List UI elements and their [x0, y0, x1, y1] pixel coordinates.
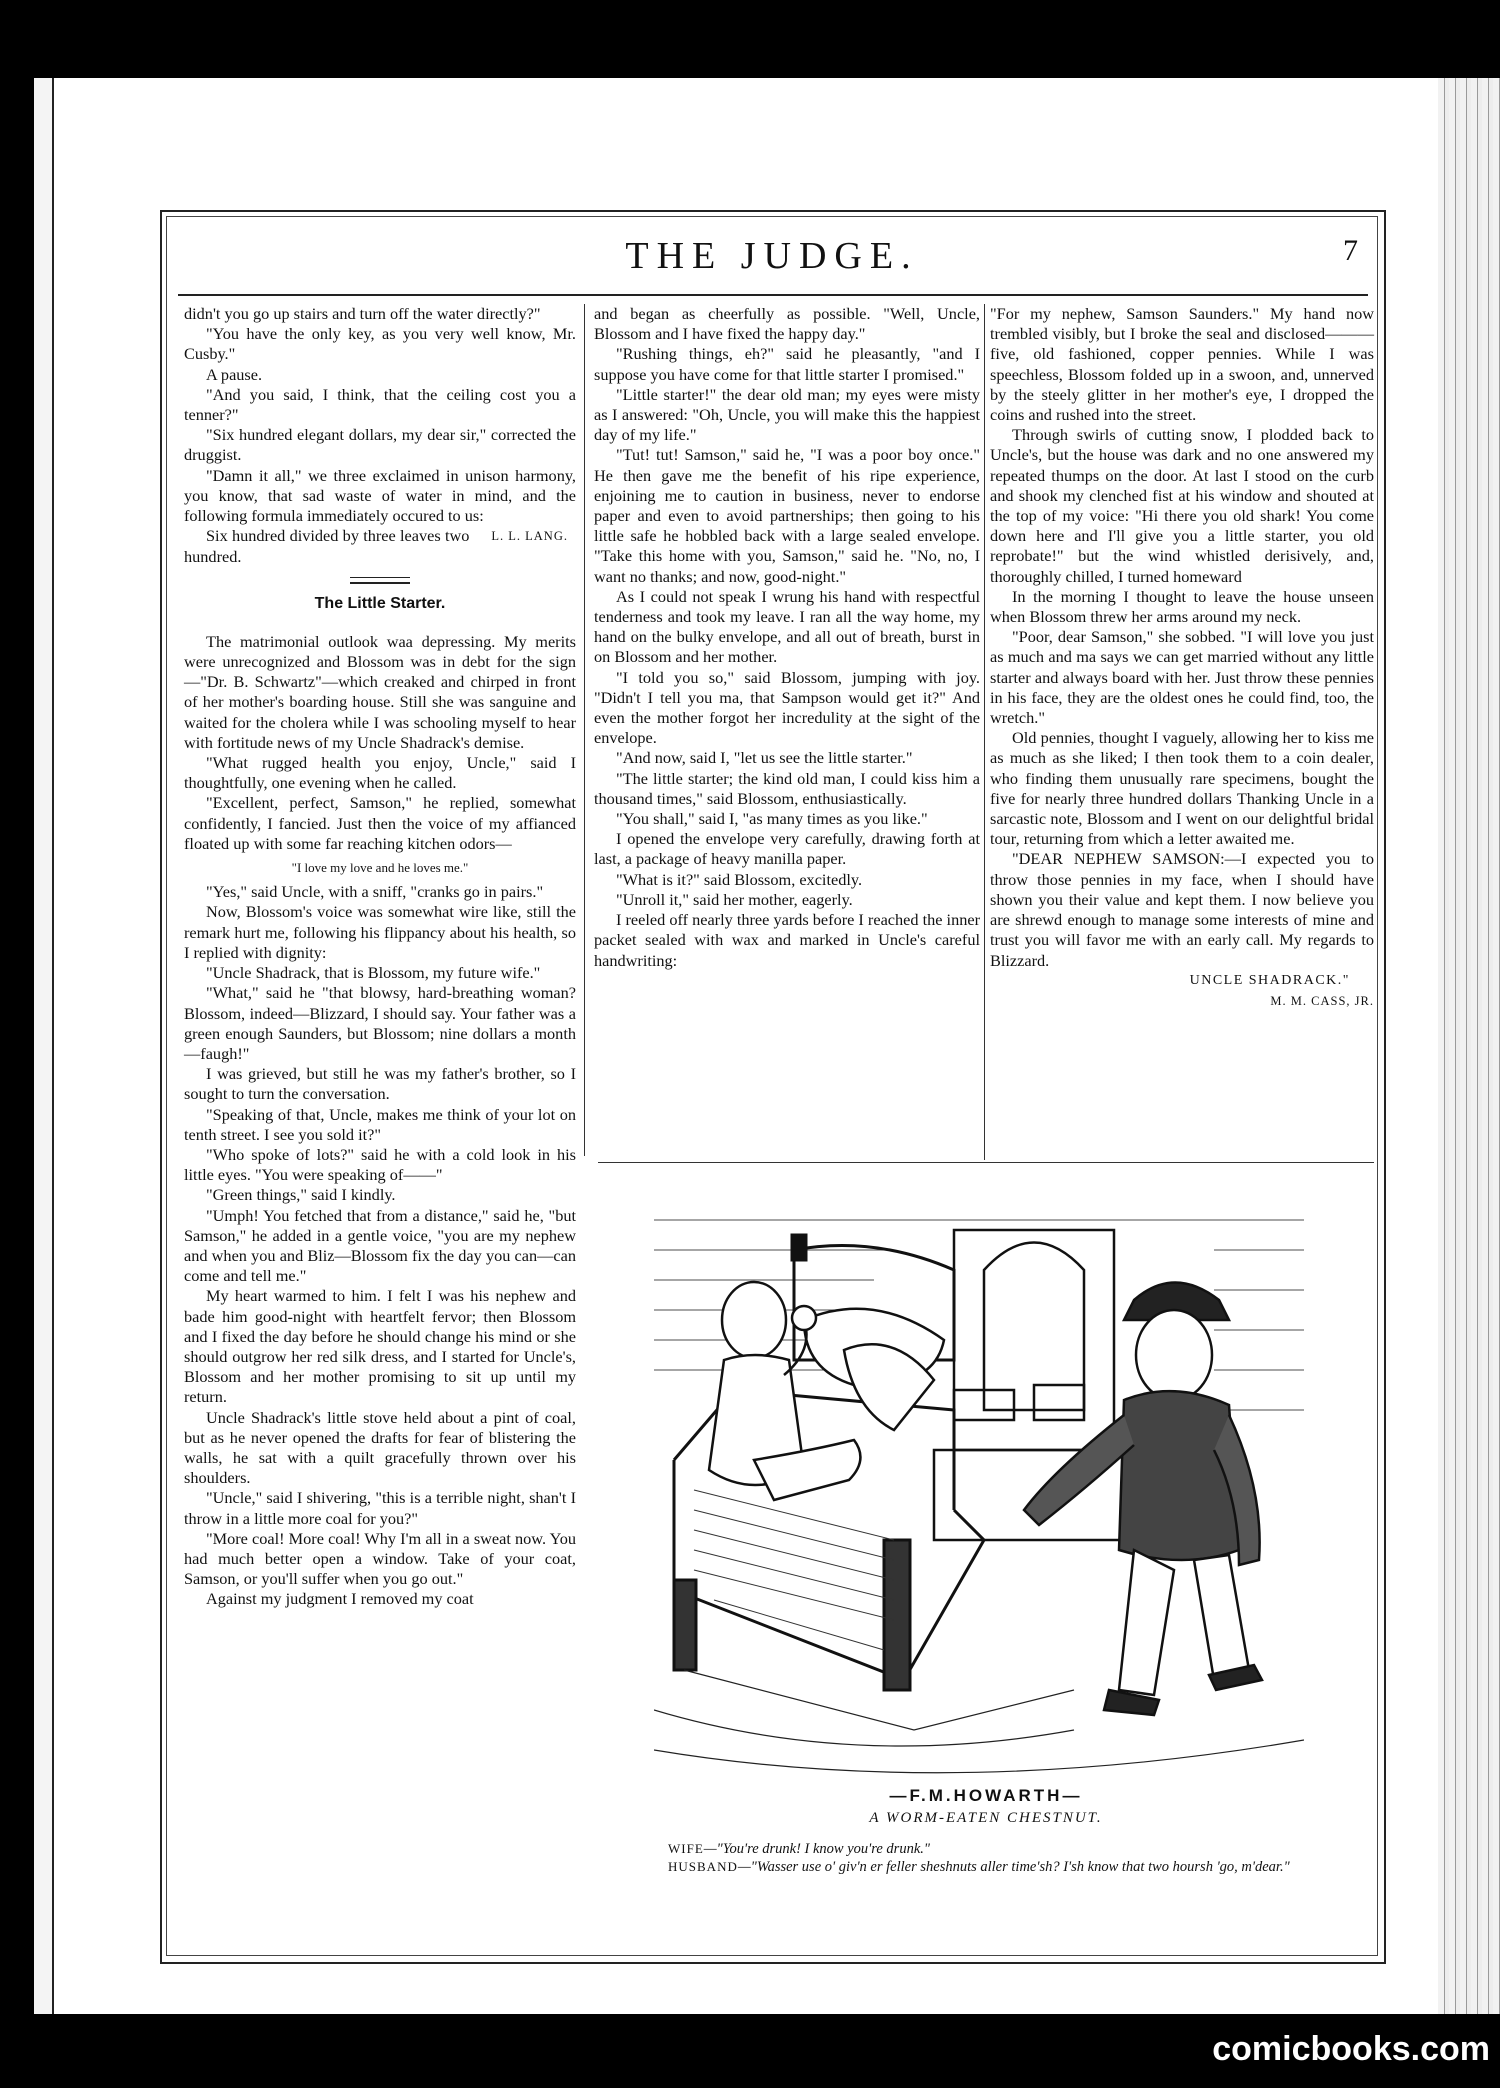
paragraph: Now, Blossom's voice was somewhat wire like, still the remark hurt me, following his flippancy about his health, so I replied with dignity: — [184, 902, 576, 962]
author-byline: M. M. CASS, JR. — [1270, 993, 1374, 1008]
author-byline: L. L. LANG. — [491, 529, 568, 544]
column-2 — [594, 304, 980, 971]
paragraph: "Uncle," said I shivering, "this is a terrible night, shan't I throw in a little more coal for you?" — [184, 1488, 576, 1528]
cartoon-caption: A WORM-EATEN CHESTNUT. — [869, 1810, 1103, 1826]
paragraph: As I could not speak I wrung his hand with respectful tenderness and took my leave. I ran all the way home, my hand on the bulky envelope, and all out of breath, burst in on Blossom and her mother. — [594, 586, 980, 667]
letter-signature: UNCLE SHADRACK." — [1189, 972, 1350, 988]
wife-label: WIFE — [668, 1841, 704, 1856]
masthead-title: THE JUDGE. — [625, 235, 919, 277]
cartoon-dialog — [668, 1840, 1308, 1876]
paragraph: "Poor, dear Samson," she sobbed. "I will love you just as much and ma says we can get married without any little starter and always board with her. Just throw these pennies in his face, they are the oldest ones he could find, too, the wretch." — [990, 627, 1374, 728]
column-3 — [990, 304, 1374, 1011]
paragraph: I opened the envelope very carefully, drawing forth at last, a package of heavy manilla paper. — [594, 829, 980, 869]
husband-text: —"Wasser use o' giv'n er feller sheshnuts aller time'sh? I'sh know that two hoursh 'go, m'dear." — [737, 1859, 1290, 1875]
column-divider-1 — [584, 304, 585, 1156]
paragraph: and began as cheerfully as possible. "Well, Uncle, Blossom and I have fixed the happy day." — [594, 304, 980, 344]
husband-label: HUSBAND — [668, 1859, 738, 1874]
paragraph: "You have the only key, as you very well know, Mr. Cusby." — [184, 324, 576, 364]
cartoon-illustration — [654, 1210, 1304, 1810]
poem-line: "I love my love and he loves me." — [291, 860, 469, 876]
paragraph: "DEAR NEPHEW SAMSON:—I expected you to throw those pennies in my face, when I should have shown you their value and kept them. I now believe you are shrewd enough to manage some interests of mine and trust you will favor me with an early call. My regards to Blizzard. — [990, 849, 1374, 970]
paragraph: "What rugged health you enjoy, Uncle," said I thoughtfully, one evening when he called. — [184, 753, 576, 793]
paragraph: Old pennies, thought I vaguely, allowing her to kiss me as much as she liked; I then took them to a coin dealer, who finding them unusually rare specimens, bought the five for nearly three hundred dollars Thanking Uncle in a sarcastic note, Blossom and I went on our delightful bridal tour, returning from which a letter awaited me. — [990, 728, 1374, 849]
paragraph: I was grieved, but still he was my father's brother, so I sought to turn the conversation. — [184, 1064, 576, 1104]
paragraph: "Damn it all," we three exclaimed in unison harmony, you know, that sad waste of water in mind, and the following formula immediately occured to us: — [184, 465, 576, 526]
cartoon-top-rule — [598, 1162, 1374, 1163]
section-separator — [350, 577, 410, 584]
paragraph: "I told you so," said Blossom, jumping with joy. "Didn't I tell you ma, that Sampson would get it?" And even the mother forgot her incredulity at the sight of the envelope. — [594, 667, 980, 748]
closing-text: Six hundred divided by three leaves two hundred. — [184, 526, 470, 567]
paragraph: "What," said he "that blowsy, hard-breathing woman? Blossom, indeed—Blizzard, I should say. Your father was a green enough Saunders, but Blossom; nine dollars a month—faugh!" — [184, 983, 576, 1063]
paragraph: The matrimonial outlook waa depressing. My merits were unrecognized and Blossom was in debt for the sign—"Dr. B. Schwartz"—which creaked and chirped in front of her mother's boarding house. Still she was sanguine and waited for the cholera while I was schooling myself to hear with fortitude news of my Uncle Shadrack's demise. — [184, 631, 576, 752]
paragraph: "Excellent, perfect, Samson," he replied, somewhat confidently, I fancied. Just then the voice of my affianced floated up with some far reaching kitchen odors— — [184, 793, 576, 853]
column-divider-2 — [984, 304, 985, 1160]
paragraph: "Unroll it," said her mother, eagerly. — [616, 889, 853, 909]
paragraph: Uncle Shadrack's little stove held about a pint of coal, but as he never opened the drafts for fear of blistering the walls, he sat with a quilt gracefully thrown over his shoulders. — [184, 1407, 576, 1488]
wife-text: —"You're drunk! I know you're drunk." — [703, 1841, 930, 1857]
page-number: 7 — [1343, 234, 1358, 267]
paragraph: "Green things," said I kindly. — [206, 1185, 396, 1205]
paragraph: "What is it?" said Blossom, excitedly. — [616, 869, 863, 889]
paragraph: "Uncle Shadrack, that is Blossom, my future wife." — [206, 963, 541, 983]
previous-page-edge — [34, 78, 54, 2014]
closing-line — [184, 526, 576, 568]
paragraph: I reeled off nearly three yards before I reached the inner packet sealed with wax and marked in Uncle's careful handwriting: — [594, 910, 981, 970]
paragraph: Through swirls of cutting snow, I plodded back to Uncle's, but the house was dark and no one answered my repeated thumps on the door. At last I stood on the curb and shook my clenched fist at his window and shouted at the top of my voice: "Hi there you old shark! You come down here and I'll give you a little starter, you old reprobate!" but the wind whistled derisively, and, thoroughly chilled, I turned homeward — [990, 425, 1374, 586]
watermark: comicbooks.com — [1212, 2030, 1490, 2068]
paragraph: "Umph! You fetched that from a distance," said he, "but Samson," he added in a gentle voice, "you are my nephew and when you and Bliz—Blossom fix the day you can—can come and tell me." — [184, 1205, 576, 1286]
story-title: The Little Starter. — [314, 594, 446, 612]
scan-border-left — [0, 0, 34, 2088]
scan-border-top — [0, 0, 1500, 78]
cartoon-drawing — [654, 1210, 1304, 1810]
paragraph: "And now, said I, "let us see the little starter." — [616, 748, 913, 768]
paragraph: "For my nephew, Samson Saunders." My hand now trembled visibly, but I broke the seal and disclosed———five, old fashioned, copper pennies. While I was speechless, Blossom folded up in a swoon, and, unnerved by the steely glitter in her mother's eye, I dropped the coins and rushed into the street. — [990, 304, 1374, 425]
paragraph: "Who spoke of lots?" said he with a cold look in his little eyes. "You were speaking of——" — [184, 1144, 576, 1185]
paragraph: "Little starter!" the dear old man; my eyes were misty as I answered: "Oh, Uncle, you will make this the happiest day of my life." — [594, 384, 980, 445]
wife-line — [668, 1840, 1308, 1858]
paragraph: "Six hundred elegant dollars, my dear sir," corrected the druggist. — [184, 425, 576, 465]
paragraph: "Rushing things, eh?" said he pleasantly, "and I suppose you have come for that little starter I promised." — [594, 344, 980, 384]
husband-line — [668, 1858, 1308, 1876]
masthead — [172, 226, 1372, 288]
paragraph: "More coal! More coal! Why I'm all in a sweat now. You had much better open a window. Take of your coat, Samson, or you'll suffer when you go out." — [184, 1528, 576, 1589]
paragraph: In the morning I thought to leave the house unseen when Blossom threw her arms around my neck. — [990, 586, 1374, 627]
paragraph: "The little starter; the kind old man, I could kiss him a thousand times," said Blossom, enthusiastically. — [594, 768, 980, 808]
paragraph: didn't you go up stairs and turn off the water directly?" — [184, 304, 541, 323]
paragraph: "Yes," said Uncle, with a sniff, "cranks go in pairs." — [206, 882, 544, 902]
column-1 — [184, 304, 576, 1610]
paragraph: "And you said, I think, that the ceiling cost you a tenner?" — [184, 384, 576, 425]
paragraph: "You shall," said I, "as many times as you like." — [616, 809, 928, 829]
paragraph: "Speaking of that, Uncle, makes me think of your lot on tenth street. I see you sold it?" — [184, 1104, 576, 1144]
paragraph: Against my judgment I removed my coat — [206, 1589, 474, 1609]
artist-signature: —F.M.HOWARTH— — [889, 1786, 1083, 1805]
paragraph: A pause. — [206, 364, 263, 384]
paragraph: "Tut! tut! Samson," said he, "I was a poor boy once." He then gave me the benefit of his ripe experience, enjoining me to caution in business, never to endorse paper and even to avoid partnerships; then going to his little safe he hobbled back with a large sealed envelope. "Take this home with you, Samson," said he. "No, no, I want no thanks; and now, good-night." — [594, 445, 980, 586]
page-stack-edge — [1438, 78, 1500, 2014]
paragraph: My heart warmed to him. I felt I was his nephew and bade him good-night with heartfelt fervor; then Blossom and I fixed the day before he should change his mind or she should outgrow her red silk dress, and I started for Uncle's, Blossom and her mother promising to sit up until my return. — [184, 1286, 576, 1407]
masthead-rule — [178, 294, 1368, 296]
